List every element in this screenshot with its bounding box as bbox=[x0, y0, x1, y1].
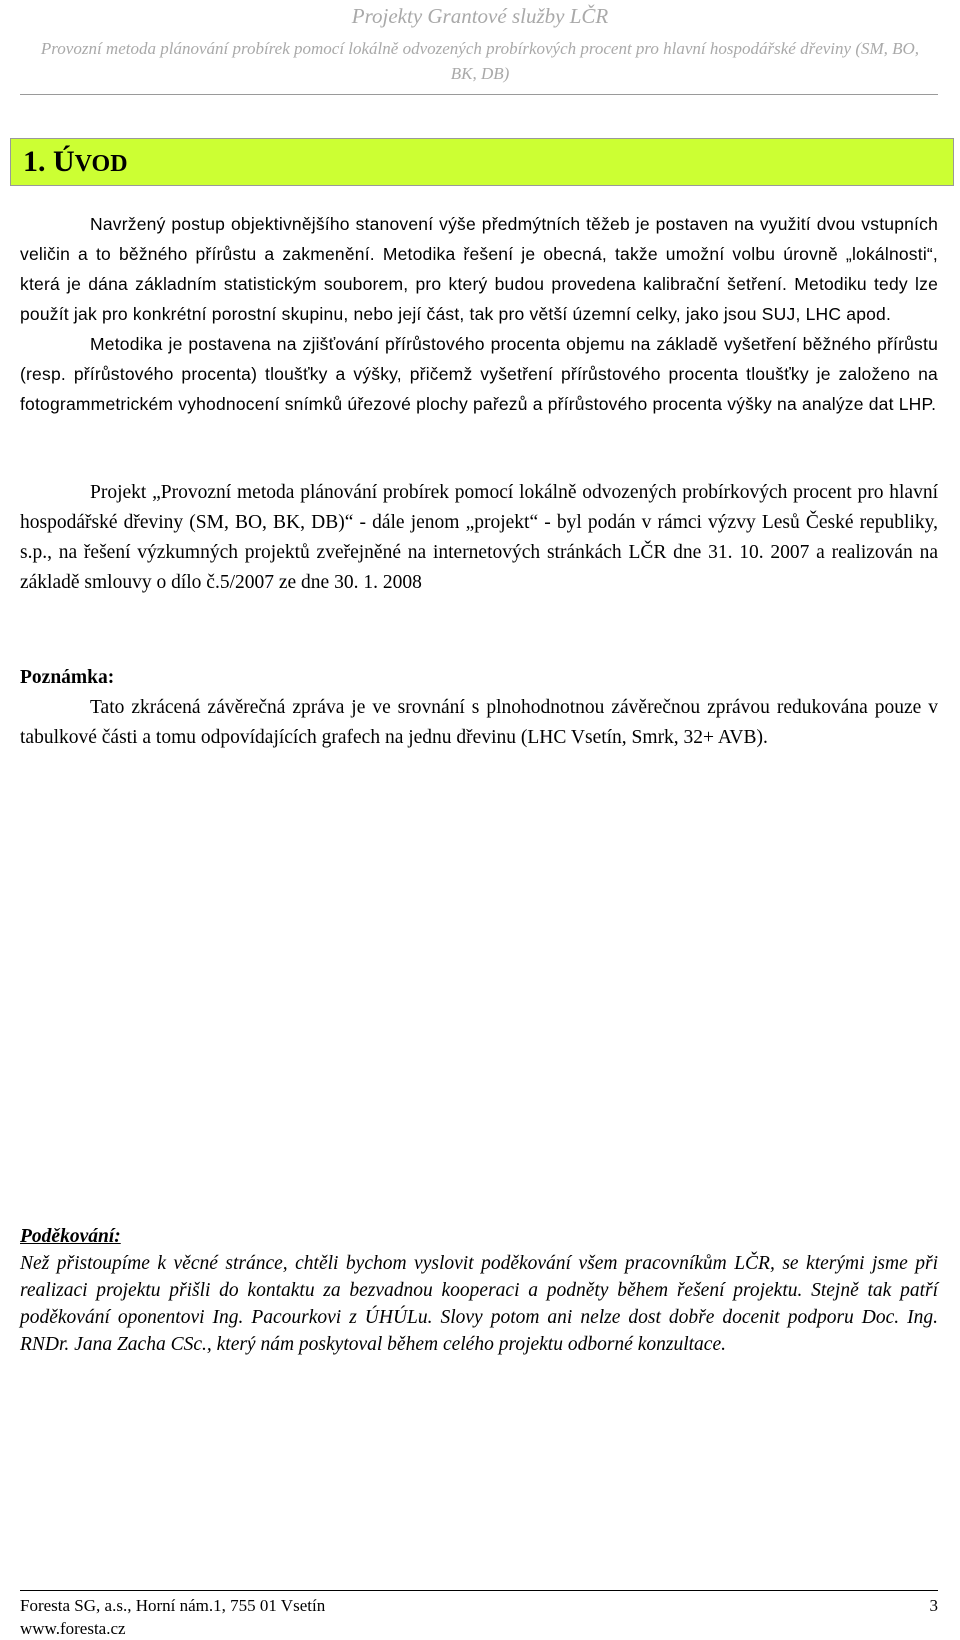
note-text: Tato zkrácená závěrečná zpráva je ve srovnání s plnohodnotnou závěrečnou zprávou redukována pouze v tabulkové části a tomu odpovídajících grafech na jednu dřevinu (LHC Vsetín, Smrk, 32+ AVB). bbox=[20, 697, 938, 748]
footer-address: Foresta SG, a.s., Horní nám.1, 755 01 Vsetín bbox=[20, 1596, 326, 1615]
note-label: Poznámka: bbox=[20, 667, 115, 688]
section-heading-bar bbox=[10, 138, 954, 186]
page-number: 3 bbox=[929, 1596, 938, 1615]
running-header bbox=[0, 0, 960, 86]
paragraph-project: Projekt „Provozní metoda plánování probírek pomocí lokálně odvozených probírkových procent pro hlavní hospodářské dřeviny (SM, BO, BK, DB)“ - dále jenom „projekt“ - byl podán v rámci výzvy Lesů České republiky, s.p., na řešení výzkumných projektů zveřejněné na internetových stránkách LČR dne 31. 10. 2007 a realizován na základě smlouvy o dílo č.5/2007 ze dne 30. 1. 2008 bbox=[20, 482, 938, 593]
section-number: 1. bbox=[23, 145, 46, 178]
page-footer bbox=[20, 1594, 938, 1640]
section-heading bbox=[23, 144, 128, 182]
paragraph-method-overview: Navržený postup objektivnějšího stanovení výše předmýtních těžeb je postaven na využití dvou vstupních veličin a to běžného přírůstu a zakmenění. Metodika řešení je obecná, takže umožní volbu úrovně „lokálnosti“, která je dána základním statistickým souborem, pro který budou provedena kalibrační šetření. Metodiku tedy lze použít jak pro konkrétní porostní skupinu, nebo její část, tak pro větší územní celky, jako jsou SUJ, LHC apod. bbox=[20, 214, 938, 324]
note-section bbox=[20, 663, 938, 753]
section-title-rest: VOD bbox=[74, 151, 128, 177]
acknowledgement-label: Poděkování: bbox=[20, 1226, 121, 1247]
paragraph-method-basis: Metodika je postavena na zjišťování přírůstového procenta objemu na základě vyšetření běžného přírůstu (resp. přírůstového procenta) tloušťky a výšky, přičemž vyšetření přírůstového procenta tloušťky je založeno na fotogrammetrickém vyhodnocení snímků úřezové plochy pařezů a přírůstového procenta výšky na analýze dat LHP. bbox=[20, 334, 938, 414]
header-subtitle: Provozní metoda plánování probírek pomocí lokálně odvozených probírkových procent pro hlavní hospodářské dřeviny (SM, BO, BK, DB) bbox=[40, 39, 920, 83]
footer-divider bbox=[20, 1590, 938, 1591]
header-divider bbox=[20, 94, 938, 95]
project-text bbox=[20, 478, 938, 598]
footer-website: www.foresta.cz bbox=[20, 1619, 126, 1638]
acknowledgement-text: Než přistoupíme k věcné stránce, chtěli bychom vyslovit poděkování všem pracovníkům LČR, se kterými jsme při realizaci projektu přišli do kontaktu za bezvadnou kooperaci a podněty během řešení projektu. Stejně tak patří poděkování oponentovi Ing. Pacourkovi z ÚHÚLu. Slovy potom ani nelze dost dobře docenit podporu Doc. Ing. RNDr. Jana Zacha CSc., který nám poskytoval během celého projektu odborné konzultace. bbox=[20, 1253, 938, 1355]
acknowledgement-section bbox=[20, 1223, 938, 1358]
section-title-initial: Ú bbox=[53, 145, 75, 178]
header-title: Projekty Grantové služby LČR bbox=[351, 4, 609, 28]
intro-text bbox=[20, 209, 938, 419]
